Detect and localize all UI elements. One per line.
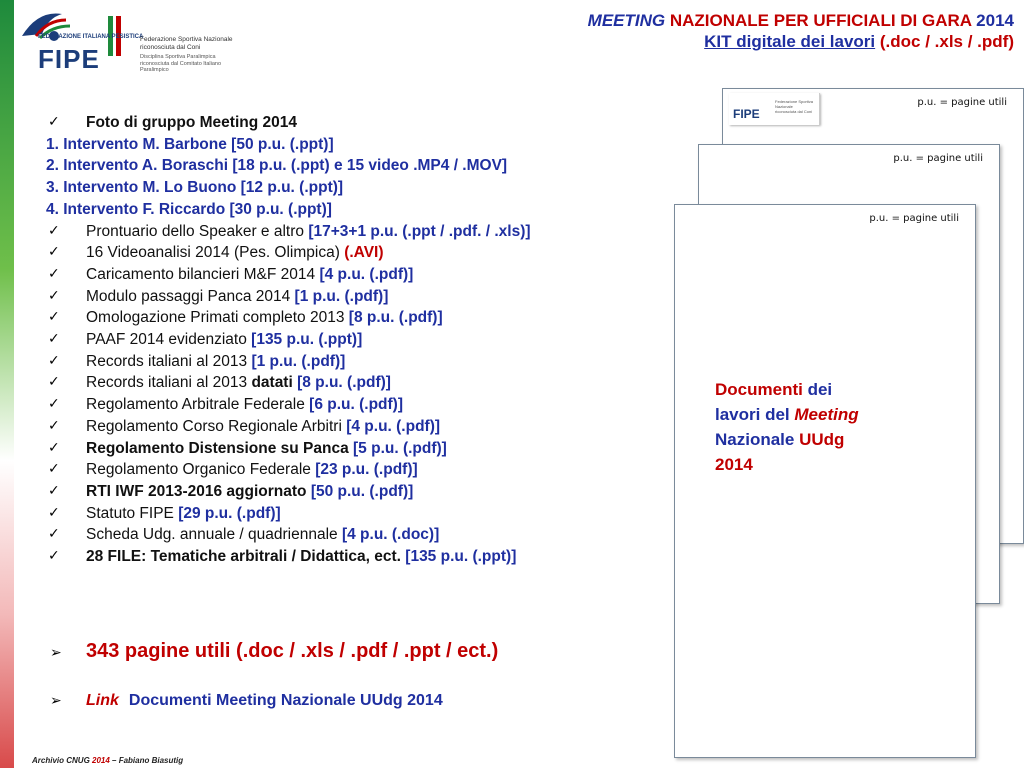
list-item: [46, 134, 531, 156]
list-item-text: [4 p.u. (.pdf)]: [319, 265, 414, 283]
coni-text: Federazione Sportiva Nazionale riconosciuta dal Coni: [140, 36, 233, 51]
list-item: [46, 329, 531, 351]
list-item-text: [18 p.u. (.ppt) e 15 video .MP4 / .MOV]: [232, 157, 508, 175]
check-icon: ✓: [48, 526, 60, 543]
list-item: [46, 438, 531, 460]
check-icon: ✓: [48, 482, 60, 499]
pu-label: p.u. = pagine utili: [869, 213, 959, 224]
list-item: [46, 394, 531, 416]
list-item: [46, 286, 531, 308]
check-icon: ✓: [48, 309, 60, 326]
federazione-text: FEDERAZIONE ITALIANA PESISTICA: [38, 34, 144, 40]
list-item-text: Statuto FIPE: [86, 504, 179, 522]
kit-link[interactable]: KIT digitale dei lavori: [704, 32, 876, 51]
list-item-text: [1 p.u. (.pdf)]: [251, 352, 346, 370]
list-item: [46, 351, 531, 373]
arrow-bullet-icon: ➢: [50, 645, 62, 661]
list-item: [46, 112, 531, 134]
page-title: [588, 10, 1014, 52]
list-item-text: PAAF 2014 evidenziato: [86, 331, 252, 349]
check-icon: ✓: [48, 265, 60, 282]
check-icon: ✓: [48, 504, 60, 521]
list-item-text: [23 p.u. (.pdf)]: [315, 461, 418, 479]
title-year: 2014: [976, 11, 1014, 30]
list-item-text: Foto di gruppo Meeting 2014: [86, 114, 297, 131]
list-item: [46, 155, 531, 177]
mini-logo: FIPE Federazione Sportiva Nazionale riconosciuta dal Coni: [729, 93, 820, 125]
list-item: [46, 221, 531, 243]
link-text[interactable]: Documenti Meeting Nazionale UUdg 2014: [128, 692, 443, 709]
list-item-text: 3. Intervento M. Lo Buono: [46, 179, 241, 197]
list-item-text: Prontuario dello Speaker e altro: [86, 222, 309, 240]
list-item-text: Regolamento Organico Federale: [86, 461, 316, 479]
title-italic: MEETING: [587, 11, 666, 30]
list-item-text: Records italiani al 2013: [86, 374, 252, 392]
list-item-text: (.AVI): [344, 244, 384, 262]
list-item-text: Modulo passaggi Panca 2014: [86, 287, 295, 305]
list-item-text: 4. Intervento F. Riccardo: [46, 200, 230, 218]
documents-link[interactable]: [50, 692, 443, 710]
tricolor-strip: [0, 0, 14, 768]
title-line-1: [588, 10, 1014, 31]
list-item-text: [29 p.u. (.pdf)]: [178, 504, 281, 522]
arrow-bullet-icon: ➢: [50, 693, 62, 709]
check-icon: ✓: [48, 417, 60, 434]
list-item-text: Regolamento Distensione su Panca: [86, 439, 354, 457]
check-icon: ✓: [48, 222, 60, 239]
list-item-text: 2. Intervento A. Boraschi: [46, 157, 233, 175]
list-item-text: [30 p.u. (.ppt)]: [229, 200, 332, 218]
list-item-text: Regolamento Corso Regionale Arbitri: [86, 417, 347, 435]
list-item-text: 1. Intervento M. Barbone: [46, 135, 232, 153]
list-item: [46, 242, 531, 264]
title-line-2: [588, 31, 1014, 52]
list-item-text: [1 p.u. (.pdf)]: [294, 287, 389, 305]
check-icon: ✓: [48, 331, 60, 348]
list-item-text: 16 Videoanalisi 2014 (Pes. Olimpica): [86, 244, 345, 262]
kit-formats: (.doc / .xls / .pdf): [879, 32, 1014, 51]
list-item-text: RTI IWF 2013-2016 aggiornato: [86, 482, 311, 500]
list-item: [46, 307, 531, 329]
check-icon: ✓: [48, 352, 60, 369]
list-item-text: [4 p.u. (.doc)]: [341, 526, 440, 544]
check-icon: ✓: [48, 287, 60, 304]
footer-credit: Archivio CNUG 2014 – Fabiano Biasutig: [32, 756, 184, 765]
list-item-text: Caricamento bilancieri M&F 2014: [86, 265, 320, 283]
list-item: [46, 416, 531, 438]
check-icon: ✓: [48, 461, 60, 478]
list-item: [46, 372, 531, 394]
list-item-text: Records italiani al 2013: [86, 352, 252, 370]
document-page-front: [674, 204, 976, 758]
file-list: [46, 112, 531, 568]
list-item-text: [50 p.u. (.ppt)]: [231, 135, 334, 153]
list-item-text: [8 p.u. (.pdf)]: [348, 309, 443, 327]
list-item-text: [8 p.u. (.pdf)]: [297, 374, 391, 392]
title-main: NAZIONALE PER UFFICIALI DI GARA: [669, 11, 972, 30]
list-item: [46, 546, 531, 568]
list-item: [46, 503, 531, 525]
list-item: [46, 177, 531, 199]
list-item-text: Scheda Udg. annuale / quadriennale: [86, 526, 342, 544]
pu-label: p.u. = pagine utili: [893, 153, 983, 164]
fipe-wordmark: FIPE: [38, 44, 100, 74]
pu-label: p.u. = pagine utili: [917, 97, 1007, 108]
summary-line: ➢ 343 pagine utili (.doc / .xls / .pdf / .ppt / ect.): [50, 640, 499, 662]
check-icon: ✓: [48, 396, 60, 413]
list-item: [46, 524, 531, 546]
list-item-text: [5 p.u. (.pdf)]: [353, 439, 447, 457]
list-item-text: datati: [251, 374, 298, 392]
list-item-text: [6 p.u. (.pdf)]: [309, 396, 403, 414]
list-item-text: [50 p.u. (.pdf)]: [310, 482, 414, 500]
link-label[interactable]: Link: [86, 692, 119, 709]
check-icon: ✓: [48, 374, 60, 391]
fipe-emblem-icon: [18, 6, 118, 46]
check-icon: ✓: [48, 244, 60, 261]
list-item: [46, 481, 531, 503]
list-item-text: [135 p.u. (.ppt)]: [405, 548, 517, 566]
list-item: [46, 459, 531, 481]
check-icon: ✓: [48, 439, 60, 456]
check-icon: ✓: [48, 114, 60, 130]
italia-flag-icon: [104, 12, 124, 68]
list-item-text: 28 FILE: Tematiche arbitrali / Didattica, ect.: [86, 548, 406, 566]
cip-text: Disciplina Sportiva Paralimpica riconosciuta dal Comitato Italiano Paralimpico: [140, 54, 222, 73]
list-item-text: Omologazione Primati completo 2013: [86, 309, 349, 327]
list-item-text: [12 p.u. (.ppt)]: [240, 179, 344, 197]
list-item-text: Regolamento Arbitrale Federale: [86, 396, 310, 414]
documents-note: Documenti dei lavori del Meeting Nazionale UUdg 2014: [715, 380, 859, 474]
list-item-text: [17+3+1 p.u. (.ppt / .pdf. / .xls)]: [308, 222, 531, 240]
fipe-logo: [18, 6, 233, 74]
list-item: [46, 199, 531, 221]
list-item-text: [135 p.u. (.ppt)]: [251, 331, 363, 349]
list-item: [46, 264, 531, 286]
list-item-text: [4 p.u. (.pdf)]: [346, 417, 441, 435]
check-icon: ✓: [48, 548, 60, 565]
